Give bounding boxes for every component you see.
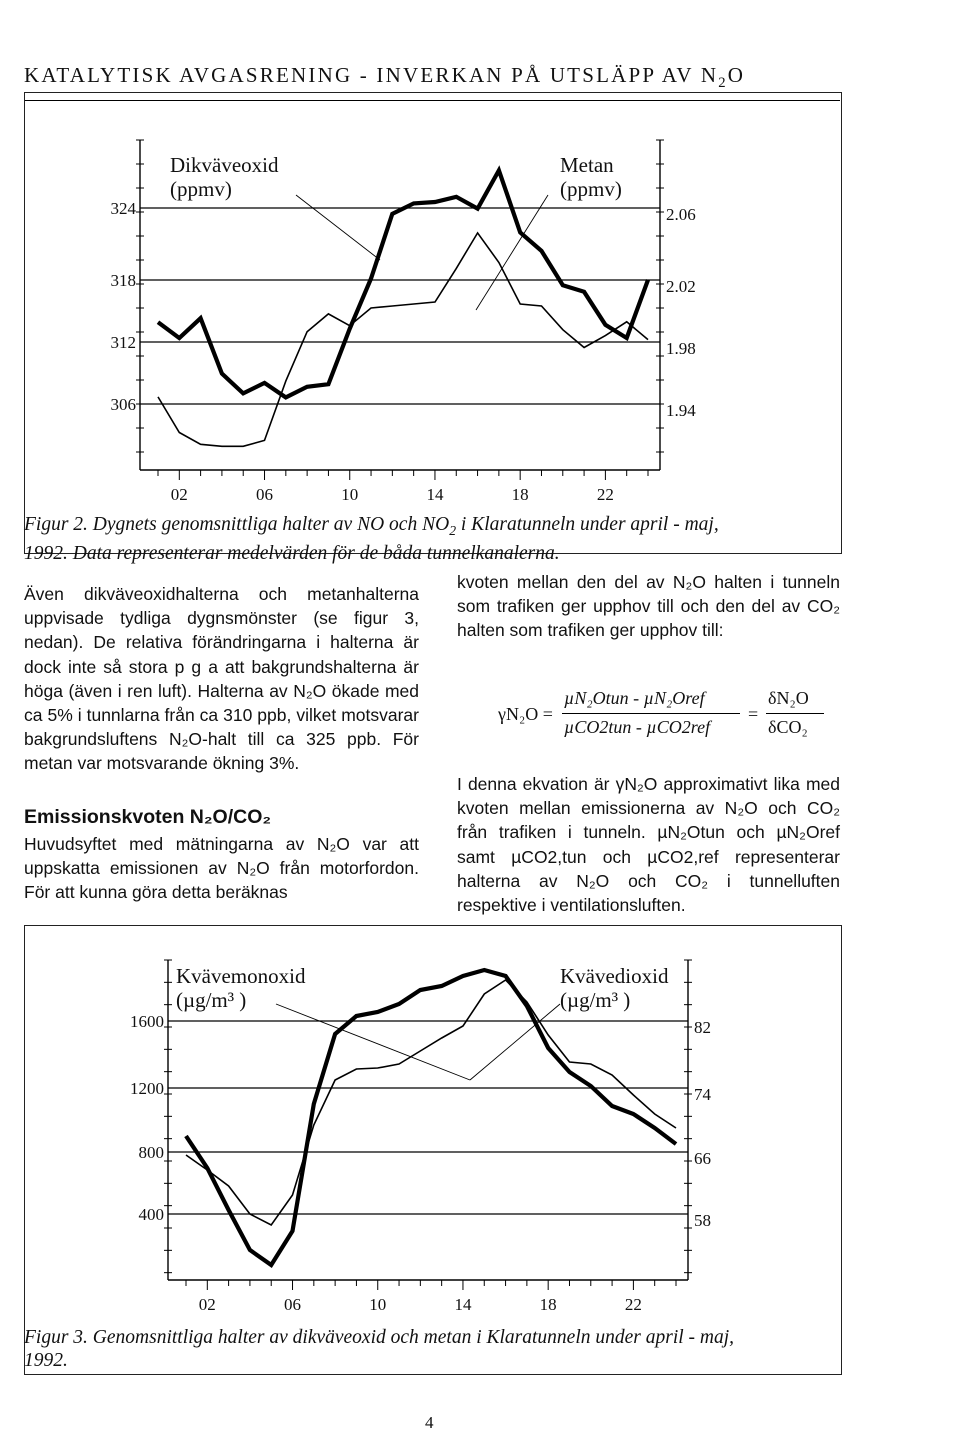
y-tick-label-right: 2.02 xyxy=(666,277,696,296)
figure2-caption-text: Figur 2. Dygnets genomsnittliga halter av NO och NO xyxy=(24,514,450,535)
y-tick-label-left: 306 xyxy=(110,395,136,414)
left-series-label: Dikväveoxid xyxy=(170,153,279,177)
figure2-caption-line2: 1992. Data representerar medelvärden för de båda tunnelkanalerna. xyxy=(24,542,560,564)
figure2-caption-tail: i Klaratunneln under april - maj, xyxy=(456,514,719,535)
left-series-label: Kvävemonoxid xyxy=(176,964,306,988)
y-tick-label-left: 324 xyxy=(110,199,136,218)
x-tick-label: 14 xyxy=(454,1295,472,1314)
formula-numerator: µN₂Otun - µN₂Oref xyxy=(564,688,705,708)
x-tick-label: 18 xyxy=(539,1295,557,1314)
series-line-left xyxy=(186,970,676,1265)
figure3-caption xyxy=(24,1326,844,1372)
right-paragraph-2: I denna ekvation är γN₂O approximativt lika med kvoten mellan emissionerna av N₂O och CO₂ från trafiken i tunneln. µN₂Otun och µN₂Oref samt µCO2,tun och µCO2,ref representerar halterna av N₂O och CO₂ i tunnelluften respektive i ventilationsluften. xyxy=(457,774,840,916)
x-tick-label: 18 xyxy=(511,485,529,504)
y-tick-label-right: 82 xyxy=(694,1018,711,1037)
x-tick-label: 02 xyxy=(198,1295,216,1314)
section-heading: Emissionskvoten N₂O/CO₂ xyxy=(24,806,272,828)
x-tick-label: 06 xyxy=(284,1295,302,1314)
x-tick-label: 06 xyxy=(256,485,274,504)
header-title: KATALYTISK AVGASRENING - INVERKAN PÅ UTSLÄPP AV N xyxy=(24,63,719,87)
figure2-caption-sub: 2 xyxy=(449,522,457,538)
page-number: 4 xyxy=(425,1413,434,1432)
right-series-unit: (ppmv) xyxy=(560,177,622,201)
formula-lhs: γN₂O = xyxy=(498,704,553,724)
right-series-unit: (µg/m³ ) xyxy=(560,988,631,1012)
right-series-label: Metan xyxy=(560,153,614,177)
x-tick-label: 02 xyxy=(170,485,188,504)
left-series-unit: (ppmv) xyxy=(170,177,232,201)
y-tick-label-left: 800 xyxy=(138,1143,164,1162)
y-tick-label-right: 58 xyxy=(694,1211,711,1230)
left-paragraph-2: Huvudsyftet med mätningarna av N₂O var att uppskatta emissionen av N₂O från motorfordon. För att kunna göra detta beräknas xyxy=(24,834,419,903)
x-tick-label: 14 xyxy=(426,485,444,504)
y-tick-label-left: 400 xyxy=(138,1205,164,1224)
x-tick-label: 10 xyxy=(341,485,359,504)
y-tick-label-right: 74 xyxy=(694,1085,711,1104)
y-tick-label-left: 1600 xyxy=(130,1012,164,1031)
y-tick-label-right: 1.94 xyxy=(666,401,696,420)
x-tick-label: 22 xyxy=(596,485,614,504)
y-tick-label-right: 2.06 xyxy=(666,205,696,224)
y-tick-label-left: 1200 xyxy=(130,1079,164,1098)
left-series-unit: (µg/m³ ) xyxy=(176,988,247,1012)
series-line-right xyxy=(186,980,676,1225)
figure3-caption-line1: Figur 3. Genomsnittliga halter av dikväveoxid och metan i Klaratunneln under april - maj, xyxy=(24,1327,735,1348)
formula-equals: = xyxy=(748,704,759,724)
left-paragraph-1: Även dikväveoxidhalterna och metanhalterna uppvisade tydliga dygnsmönster (se figur 3, nedan). De relativa förändringarna i halterna är dock inte så stora p g a att bakgrundshalterna är höga (även i ren luft). Halterna av N₂O ökade med ca 5% i tunnlarna från ca 310 ppb, vilket motsvarar bakgrundsluftens N₂O-halt till ca 325 ppb. För metan var motsvarande ökning 3%. xyxy=(24,584,419,774)
right-paragraph-1: kvoten mellan den del av N₂O halten i tunneln som trafiken ger upphov till och den del av CO₂ halten som trafiken ger upphov till: xyxy=(457,572,840,641)
y-tick-label-right: 1.98 xyxy=(666,339,696,358)
header-sub: 2 xyxy=(718,75,728,92)
formula-denominator-2: δCO₂ xyxy=(768,717,808,737)
formula-denominator: µCO2tun - µCO2ref xyxy=(564,717,711,737)
x-tick-label: 22 xyxy=(624,1295,642,1314)
y-tick-label-left: 318 xyxy=(110,271,136,290)
x-tick-label: 10 xyxy=(369,1295,387,1314)
figure3-caption-line2: 1992. xyxy=(24,1350,68,1371)
y-tick-label-right: 66 xyxy=(694,1149,711,1168)
y-tick-label-left: 312 xyxy=(110,333,136,352)
formula-numerator-2: δN₂O xyxy=(768,688,809,708)
header-tail: O xyxy=(727,63,746,87)
right-series-label: Kvävedioxid xyxy=(560,964,669,988)
